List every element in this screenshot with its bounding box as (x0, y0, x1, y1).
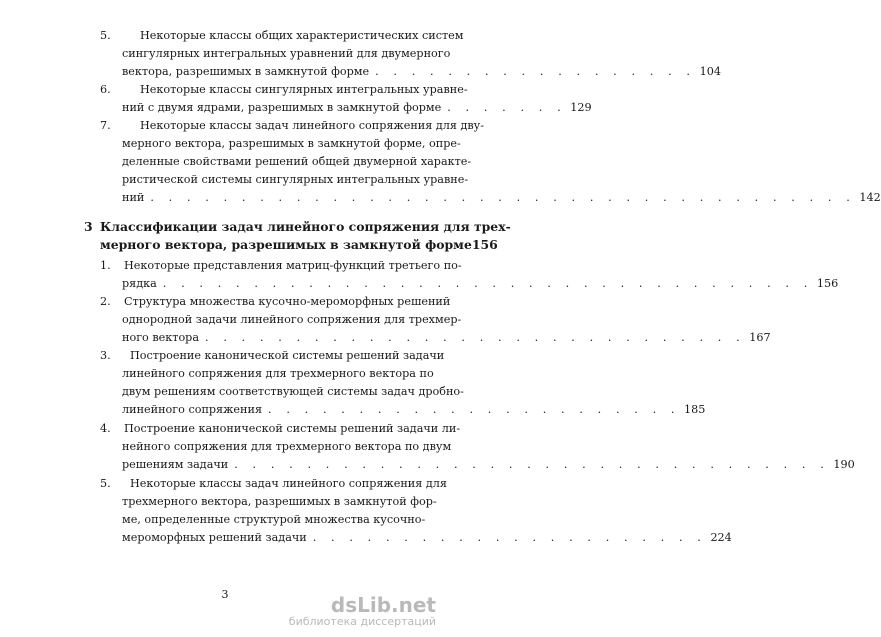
leader-dots: . . . . . . . . . . . . . . . . . . . . . . . . . . . . . . (205, 331, 746, 344)
toc-page-number: 129 (570, 101, 592, 114)
toc-item-number: 7. (100, 119, 111, 132)
toc-page-number: 185 (684, 403, 706, 416)
toc-item-line: Некоторые классы задач линейного сопряжения для дву- (140, 119, 485, 132)
toc-item-line: линейного сопряжения для трехмерного вектора по (122, 367, 434, 380)
toc-item-number: 3. (100, 349, 111, 362)
toc-item-line: трехмерного вектора, разрешимых в замкнутой фор- (122, 495, 437, 508)
leader-dots: . . . . . . . . . . . . . . . . . . . . . . (312, 531, 707, 544)
toc-page-number: 190 (833, 458, 855, 471)
leader-dots: . . . . . . . . . . . . . . . . . . (375, 65, 696, 78)
chapter-title-line: мерного вектора, разрешимых в замкнутой форме (100, 237, 472, 252)
toc-item-line: однородной задачи линейного сопряжения для трехмер- (122, 313, 462, 326)
toc-leader-line (122, 99, 592, 117)
toc-item-line: ме, определенные структурой множества кусочно- (122, 513, 426, 526)
toc-leader-line (122, 63, 721, 81)
toc-item-number: 1. (100, 259, 111, 272)
toc-leader-line (122, 529, 732, 547)
toc-page-number: 156 (816, 277, 839, 290)
toc-leader-line (122, 401, 706, 419)
toc-item-line: ний с двумя ядрами, разрешимых в замкнутой форме (122, 101, 442, 114)
page-number: 3 (221, 588, 229, 601)
toc-item-number: 5. (100, 477, 111, 490)
leader-dots: . . . . . . . (447, 101, 567, 114)
chapter-title-row (100, 236, 498, 254)
toc-item-line: Структура множества кусочно-мероморфных решений (124, 295, 451, 308)
watermark (289, 595, 436, 629)
watermark-logo: dsLib.net (330, 593, 436, 617)
leader-dots: . . . . . . . . . . . . . . . . . . . . . . . . . . . . . . . . . . . . (162, 277, 813, 290)
toc-item-number: 6. (100, 83, 111, 96)
toc-item-line: нейного сопряжения для трехмерного вектора по двум (122, 440, 452, 453)
toc-item-line: Некоторые представления матриц-функций третьего по- (124, 259, 462, 272)
watermark-subtitle: библиотека диссертаций (288, 615, 436, 628)
toc-item-line: сингулярных интегральных уравнений для двумерного (122, 47, 451, 60)
toc-item-line: вектора, разрешимых в замкнутой форме (122, 65, 370, 78)
toc-item-line: мероморфных решений задачи (122, 531, 307, 544)
toc-item-line: двум решениям соответствующей системы задач дробно- (122, 385, 464, 398)
toc-leader-line (122, 189, 881, 207)
toc-item-line: Некоторые классы общих характеристических систем (140, 29, 464, 42)
toc-item-line: Некоторые классы задач линейного сопряжения для (130, 477, 447, 490)
toc-item-line: ристической системы сингулярных интегральных уравне- (122, 173, 469, 186)
toc-item-line: Некоторые классы сингулярных интегральных уравне- (140, 83, 468, 96)
toc-item-line: деленные свойствами решений общей двумерной характе- (122, 155, 472, 168)
toc-item-line: ний (122, 191, 145, 204)
toc-item-line: линейного сопряжения (122, 403, 263, 416)
chapter-number: 3 (84, 219, 93, 234)
toc-item-line: Построение канонической системы решений задачи ли- (124, 422, 461, 435)
toc-leader-line (122, 329, 771, 347)
toc-page-number: 167 (749, 331, 771, 344)
leader-dots: . . . . . . . . . . . . . . . . . . . . . . . . . . . . . . . . . . . . . . . (150, 191, 856, 204)
chapter-page-number: 156 (471, 237, 498, 252)
chapter-title-line: Классификации задач линейного сопряжения для трех- (100, 219, 511, 234)
leader-dots: . . . . . . . . . . . . . . . . . . . . . . . (268, 403, 681, 416)
toc-item-line: решениям задачи (122, 458, 229, 471)
toc-item-line: мерного вектора, разрешимых в замкнутой форме, опре- (122, 137, 461, 150)
toc-item-number: 4. (100, 422, 111, 435)
toc-page-number: 104 (699, 65, 721, 78)
toc-item-line: ного вектора (122, 331, 200, 344)
toc-item-line: рядка (122, 277, 157, 290)
toc-item-line: Построение канонической системы решений задачи (130, 349, 445, 362)
toc-leader-line (122, 456, 855, 474)
toc-item-number: 5. (100, 29, 111, 42)
toc-leader-line (122, 275, 839, 293)
leader-dots: . . . . . . . . . . . . . . . . . . . . . . . . . . . . . . . . . (234, 458, 830, 471)
toc-page-number: 224 (710, 531, 732, 544)
toc-item-number: 2. (100, 295, 111, 308)
toc-page-number: 142 (859, 191, 881, 204)
